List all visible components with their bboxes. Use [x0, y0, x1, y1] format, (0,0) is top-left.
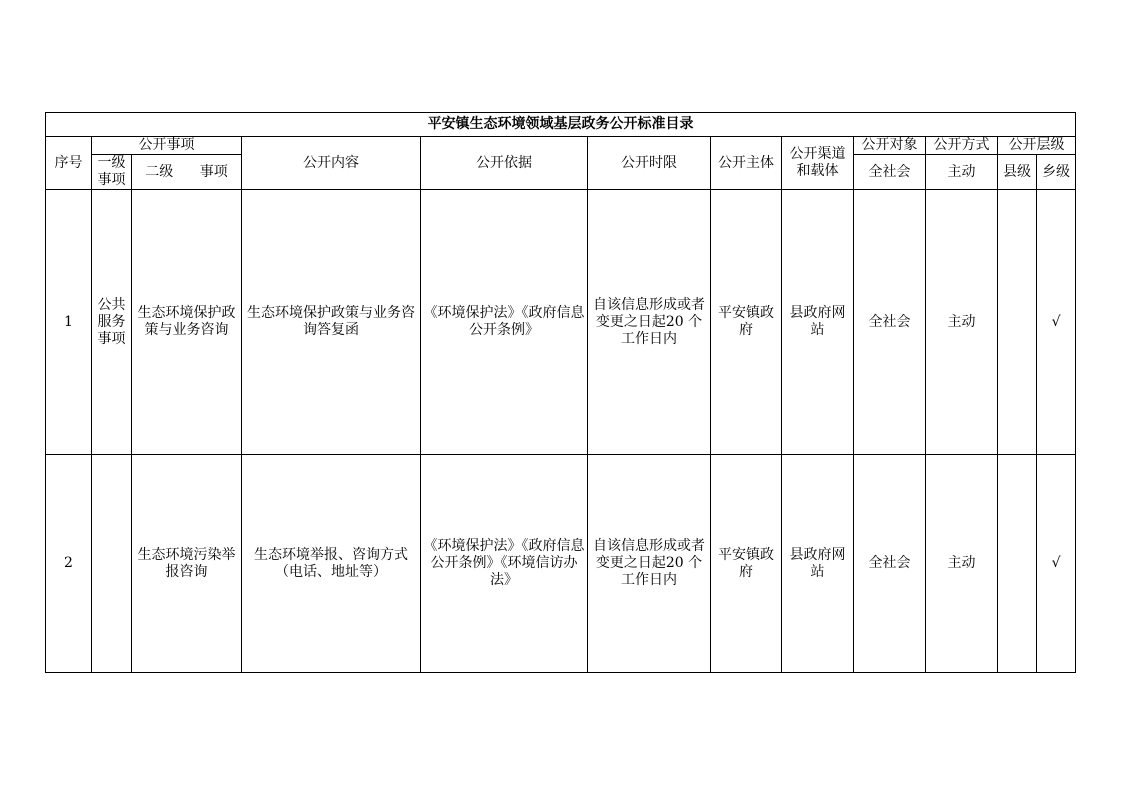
row-content: 生态环境保护政策与业务咨询答复函 — [242, 190, 421, 455]
row-basis: 《环境保护法》《政府信息公开条例》 — [421, 190, 588, 455]
header-content: 公开内容 — [242, 137, 421, 190]
row-audience: 全社会 — [854, 190, 926, 455]
header-method-group: 公开方式 — [926, 137, 998, 155]
row-time-limit: 自该信息形成或者变更之日起20 个工作日内 — [588, 455, 711, 673]
row-audience: 全社会 — [854, 455, 926, 673]
row-level1-line3: 事项 — [97, 330, 126, 347]
table-row — [46, 190, 1076, 455]
table-row — [46, 455, 1076, 673]
row-township: √ — [1037, 455, 1076, 673]
header-audience-group: 公开对象 — [854, 137, 926, 155]
row-serial: 1 — [46, 190, 92, 455]
header-township: 乡级 — [1037, 155, 1076, 190]
row-county — [998, 455, 1037, 673]
row-method: 主动 — [926, 455, 998, 673]
header-channel-line2: 和载体 — [796, 163, 839, 179]
header-audience: 全社会 — [854, 155, 926, 190]
header-basis: 公开依据 — [421, 137, 588, 190]
row-level1-line2: 服务 — [97, 313, 126, 330]
header-item-group: 公开事项 — [92, 137, 242, 155]
row-level2: 生态环境污染举报咨询 — [132, 455, 242, 673]
row-level2: 生态环境保护政策与业务咨询 — [132, 190, 242, 455]
header-level1-line2: 事项 — [97, 172, 126, 188]
row-county — [998, 190, 1037, 455]
row-level1 — [92, 455, 132, 673]
header-serial: 序号 — [46, 137, 92, 190]
header-method: 主动 — [926, 155, 998, 190]
header-channel-line1: 公开渠道 — [789, 146, 846, 162]
header-subject: 公开主体 — [711, 137, 782, 190]
row-subject: 平安镇政府 — [711, 455, 782, 673]
row-level1-line1: 公共 — [97, 296, 126, 313]
header-level1 — [92, 155, 132, 190]
header-level1-line1: 一级 — [97, 155, 126, 171]
row-basis: 《环境保护法》《政府信息公开条例》《环境信访办法》 — [421, 455, 588, 673]
row-content: 生态环境举报、咨询方式（电话、地址等） — [242, 455, 421, 673]
disclosure-catalog-table — [45, 112, 1076, 673]
header-county: 县级 — [998, 155, 1037, 190]
header-channel — [782, 137, 854, 190]
row-subject: 平安镇政府 — [711, 190, 782, 455]
row-channel: 县政府网站 — [782, 455, 854, 673]
row-township: √ — [1037, 190, 1076, 455]
header-level-group: 公开层级 — [998, 137, 1076, 155]
row-time-limit: 自该信息形成或者变更之日起20 个工作日内 — [588, 190, 711, 455]
row-method: 主动 — [926, 190, 998, 455]
table-title: 平安镇生态环境领域基层政务公开标准目录 — [46, 113, 1076, 137]
row-channel: 县政府网站 — [782, 190, 854, 455]
header-time-limit: 公开时限 — [588, 137, 711, 190]
row-level1 — [92, 190, 132, 455]
row-serial: 2 — [46, 455, 92, 673]
header-level2: 二级 事项 — [132, 155, 242, 190]
